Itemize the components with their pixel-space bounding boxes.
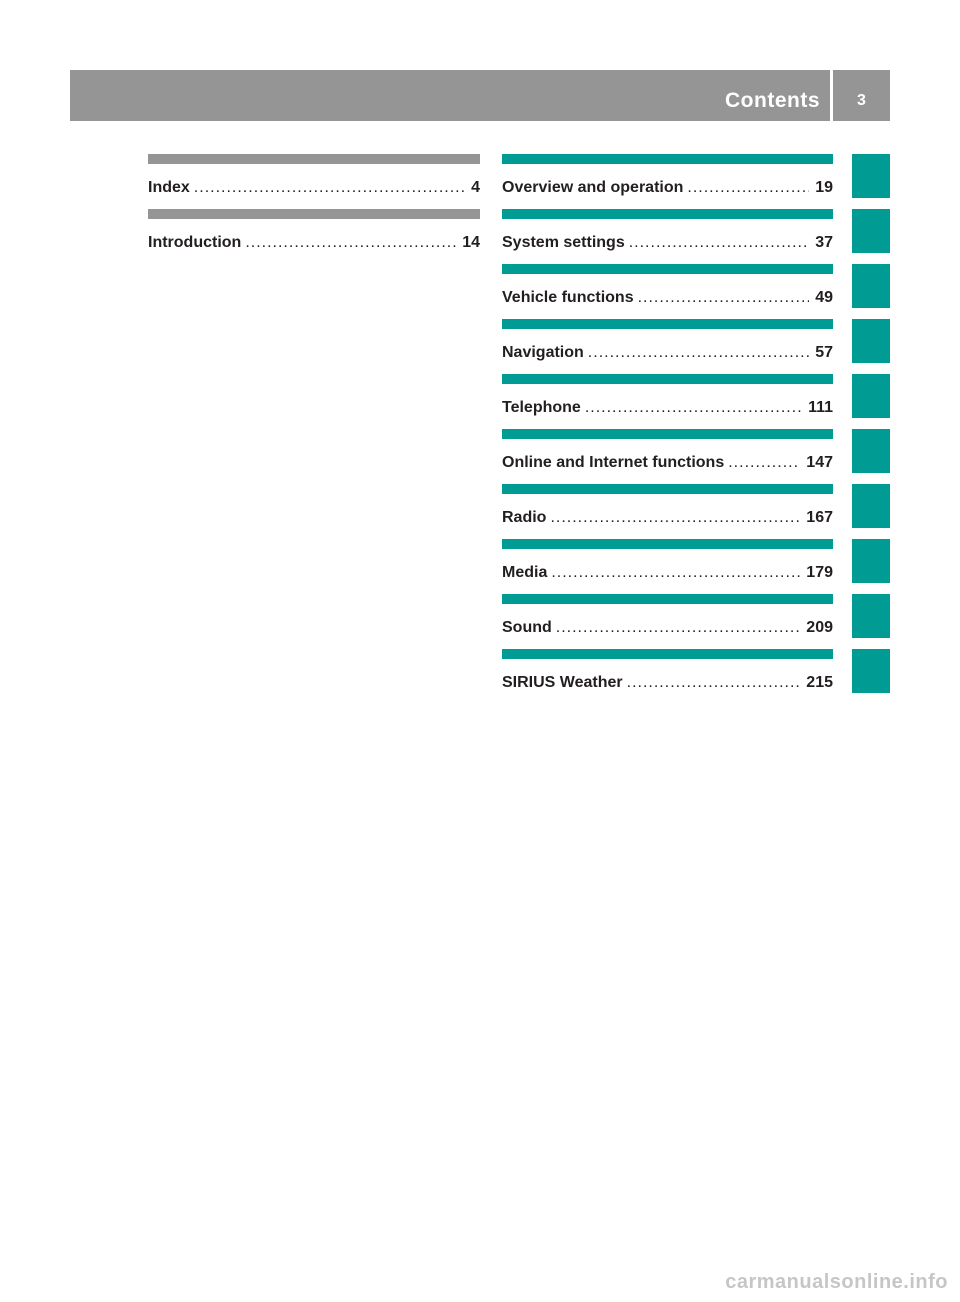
toc-entry-label: Media [502,564,548,581]
chapter-tab[interactable] [852,209,890,253]
section-bar [502,649,833,659]
toc-entry-page: 179 [806,564,833,581]
chapter-tab[interactable] [852,374,890,418]
toc-entry-page: 111 [808,399,833,416]
section-bar [502,154,833,164]
dot-leader [556,618,801,638]
toc-entry-label: Vehicle functions [502,289,634,306]
section-bar [148,154,480,164]
dot-leader [638,288,810,308]
chapter-tab[interactable] [852,264,890,308]
section-bar [502,484,833,494]
toc-entry-page: 209 [806,619,833,636]
toc-entry-page: 49 [815,289,833,306]
toc-entry-page: 37 [815,234,833,251]
chapter-tab[interactable] [852,484,890,528]
dot-leader [551,563,800,583]
chapter-tab[interactable] [852,154,890,198]
chapter-tab[interactable] [852,429,890,473]
toc-entry-page: 147 [806,454,833,471]
dot-leader [728,453,800,473]
dot-leader [245,233,456,253]
toc-entry-system-settings[interactable] [502,209,833,264]
toc-entry-label: System settings [502,234,625,251]
toc-entry-overview[interactable] [502,154,833,209]
section-bar [502,374,833,384]
dot-leader [629,233,809,253]
toc-entry-page: 19 [815,179,833,196]
toc-entry-introduction[interactable] [148,209,480,264]
chapter-tab[interactable] [852,594,890,638]
toc-entry-label: Introduction [148,234,242,251]
toc-entry-telephone[interactable] [502,374,833,429]
section-bar [502,594,833,604]
toc-entry-page: 167 [806,509,833,526]
dot-leader [627,673,801,693]
section-bar [502,209,833,219]
page-title: Contents [725,89,820,112]
toc-entry-navigation[interactable] [502,319,833,374]
toc-entry-label: SIRIUS Weather [502,674,623,691]
toc-entry-label: Telephone [502,399,581,416]
toc-entry-label: Radio [502,509,547,526]
chapter-tab[interactable] [852,649,890,693]
dot-leader [550,508,800,528]
toc-entry-index[interactable] [148,154,480,209]
dot-leader [687,178,809,198]
toc-entry-media[interactable] [502,539,833,594]
toc-right-column [502,154,833,704]
chapter-tab[interactable] [852,319,890,363]
toc-entry-page: 4 [471,179,480,196]
chapter-tab[interactable] [852,539,890,583]
toc-entry-sirius-weather[interactable] [502,649,833,704]
toc-entry-radio[interactable] [502,484,833,539]
dot-leader [588,343,809,363]
header-band [70,70,830,121]
section-bar [148,209,480,219]
toc-entry-sound[interactable] [502,594,833,649]
toc-entry-label: Navigation [502,344,584,361]
toc-entry-label: Sound [502,619,552,636]
toc-entry-page: 215 [806,674,833,691]
section-bar [502,264,833,274]
dot-leader [194,178,465,198]
section-bar [502,429,833,439]
section-bar [502,539,833,549]
watermark: carmanualsonline.info [725,1271,948,1293]
toc-left-column [148,154,480,264]
toc-entry-label: Index [148,179,190,196]
toc-entry-page: 57 [815,344,833,361]
toc-entry-label: Overview and operation [502,179,684,196]
toc-entry-vehicle-functions[interactable] [502,264,833,319]
dot-leader [585,398,802,418]
toc-entry-online-internet[interactable] [502,429,833,484]
page-number-box [833,70,890,121]
chapter-thumb-tabs [852,154,890,704]
section-bar [502,319,833,329]
page-number: 3 [857,92,866,109]
toc-entry-label: Online and Internet functions [502,454,725,471]
toc-entry-page: 14 [462,234,480,251]
